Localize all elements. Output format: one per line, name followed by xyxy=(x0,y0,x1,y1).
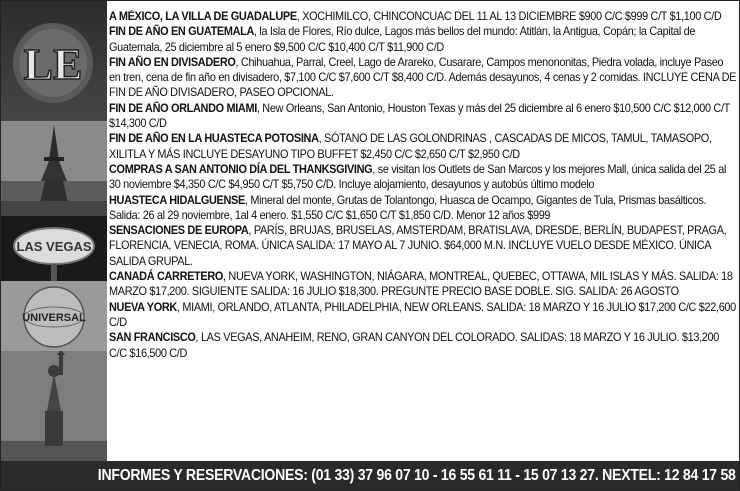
universal-globe-image xyxy=(1,281,107,351)
tour-title: HUASTECA HIDALGUENSE xyxy=(109,193,245,207)
agency-logo xyxy=(11,11,95,111)
contact-phones: INFORMES Y RESERVACIONES: (01 33) 37 96 07 10 - 16 55 61 11 - 15 07 13 27. NEXTEL: 12 84 17 58 xyxy=(97,467,736,484)
tour-list xyxy=(109,9,737,461)
tour-description: , PARÍS, BRUJAS, BRUSELAS, AMSTERDAM, BRATISLAVA, DRESDE, BERLÍN, BUDAPEST, PRAGA, FLORENCIA, VENECIA, ROMA. ÚNICA SALIDA: 17 MAYO AL 7 JUNIO. $64,000 M.N. INCLUYE VUELO DESDE MÉXICO. ÚNICA SALIDA GRUPAL. xyxy=(109,224,727,268)
tour-description: , MIAMI, ORLANDO, ATLANTA, PHILADELPHIA, NEW ORLEANS. SALIDA: 18 MARZO Y 16 JULIO $17,200 C/C $22,600 C/D xyxy=(109,300,736,329)
svg-text:LE: LE xyxy=(23,40,83,89)
tour-description: , se visitan los Outlets de San Marcos y los mejores Mall, única salida del 25 al 30 noviembre $4,350 C/C $4,950 C/T $5,750 C/D. Incluye alojamiento, desayunos y autobús último modelo xyxy=(109,162,727,192)
las-vegas-sign-image xyxy=(1,216,107,281)
tour-item xyxy=(109,330,737,361)
tour-description: , LAS VEGAS, ANAHEIM, RENO, GRAN CANYON DEL COLORADO. SALIDAS: 18 MARZO Y 16 JULIO. $13,200 C/C $16,500 C/D xyxy=(109,331,719,360)
tour-item xyxy=(109,9,737,24)
tour-title: FIN AÑO EN DIVISADERO xyxy=(109,55,236,69)
tour-item xyxy=(109,24,737,55)
tour-item xyxy=(109,300,737,331)
tour-title: SENSACIONES DE EUROPA xyxy=(109,224,249,238)
tour-title: CANADÁ CARRETERO xyxy=(109,270,224,284)
tour-description: , Chihuahua, Parral, Creel, Lago de Arareko, Cusarare, Campos menononitas, Piedra volada, incluye Paseo en tren, cena de fin año en divisadero, $7,100 C/C $7,600 C/T $8,400 C/D. Además desayunos, 4 cenas y 2 comidas. INCLUYE CENA DE FIN DE AÑO DIVISADERO, PASEO OPCIONAL. xyxy=(109,55,737,100)
tour-title: SAN FRANCISCO xyxy=(109,331,196,345)
tour-description: , SÓTANO DE LAS GOLONDRINAS , CASCADAS DE MICOS, TAMUL, TAMASOPO, XILITLA Y MÁS INCLUYE DESAYUNO TIPO BUFFET $2,450 C/C $2,650 C/T $2,950 C/D xyxy=(109,132,712,161)
tour-item xyxy=(109,193,737,224)
tour-description: , New Orleans, San Antonio, Houston Texas y más del 25 diciembre al 6 enero $10,500 C/C $12,000 C/T $14,300 C/D xyxy=(109,101,730,131)
tour-description: , XOCHIMILCO, CHINCONCUAC DEL 11 AL 13 DICIEMBRE $900 C/C $999 C/T $1,100 C/D xyxy=(296,10,722,23)
svg-text:UNIVERSAL: UNIVERSAL xyxy=(22,312,86,324)
tour-item xyxy=(109,131,737,162)
tour-description: , la Isla de Flores, Río dulce, Lagos más bellos del mundo: Atitlán, la Antigua, Copán; la Capital de Guatemala, 25 diciembre al 5 enero $9,500 C/C $10,400 C/T $11,900 C/D xyxy=(109,25,696,54)
statue-of-liberty-image xyxy=(1,351,107,462)
tour-item xyxy=(109,162,737,193)
tour-title: FIN DE AÑO EN GUATEMALA xyxy=(109,25,255,39)
contact-footer xyxy=(1,461,739,490)
tour-title: COMPRAS A SAN ANTONIO DÍA DEL THANKSGIVING xyxy=(109,162,373,176)
tour-item xyxy=(109,223,737,269)
tour-title: FIN DE AÑO ORLANDO MIAMI xyxy=(109,101,257,115)
tour-item xyxy=(109,101,737,132)
tour-description: , NUEVA YORK, WASHINGTON, NIÁGARA, MONTREAL, QUEBEC, OTTAWA, MIL ISLAS Y MÁS. SALIDA: 18 MARZO $17,200. SIGUIENTE SALIDA: 16 JULIO $18,300. PREGUNTE PRECIO BASE DOBLE. SIG. SALIDA: 26 AGOSTO xyxy=(109,270,733,299)
photo-sidebar xyxy=(1,1,107,462)
tour-title: NUEVA YORK xyxy=(109,300,177,314)
tour-item xyxy=(109,55,737,101)
tour-title: FIN DE AÑO EN LA HUASTECA POTOSINA xyxy=(109,132,319,146)
tour-description: , Mineral del monte, Grutas de Tolantongo, Huasca de Ocampo, Gigantes de Tula, Prismas basálticos. Salida: 26 al 29 noviembre, 1al 4 enero. $1,550 C/C $1,650 C/T $1,850 C/D. Menor 12 años $999 xyxy=(109,193,707,222)
svg-text:LAS VEGAS: LAS VEGAS xyxy=(16,239,92,254)
eiffel-tower-image xyxy=(1,121,107,216)
tour-title: A MÉXICO, LA VILLA DE GUADALUPE xyxy=(109,10,297,23)
tour-item xyxy=(109,269,737,300)
